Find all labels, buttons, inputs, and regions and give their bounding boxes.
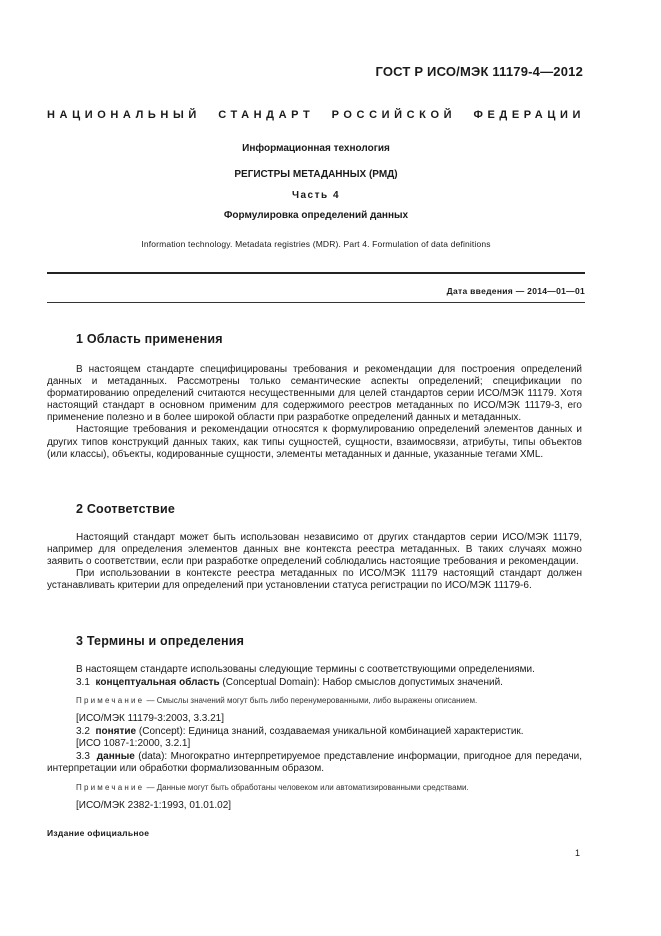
- note-label: Примечание: [76, 783, 145, 792]
- document-code: ГОСТ Р ИСО/МЭК 11179-4—2012: [375, 64, 583, 79]
- term-name: понятие: [95, 726, 137, 737]
- term-definition: (Conceptual Domain): Набор смыслов допустимых значений.: [219, 677, 503, 688]
- term-number: 3.1: [76, 677, 90, 688]
- section-2-heading: 2 Соответствие: [76, 502, 175, 516]
- term-name: данные: [96, 751, 135, 762]
- term-3-2: [76, 726, 524, 737]
- reference-1: [ИСО/МЭК 11179-3:2003, 3.3.21]: [76, 713, 225, 724]
- term-3-3: [47, 751, 582, 775]
- note-label: Примечание: [76, 696, 145, 705]
- note-text: — Смыслы значений могут быть либо перенумерованными, либо выражены описанием.: [144, 696, 478, 705]
- banner-word: СТАНДАРТ: [218, 109, 315, 121]
- banner-word: РОССИЙСКОЙ: [331, 109, 457, 121]
- national-standard-banner: [47, 109, 585, 121]
- thick-divider: [47, 272, 585, 274]
- subtitle: Формулировка определений данных: [223, 210, 409, 221]
- reference-2: [ИСО 1087-1:2000, 3.2.1]: [76, 738, 191, 749]
- intro-date: Дата введения — 2014—01—01: [446, 286, 585, 296]
- term-3-1: [76, 677, 503, 688]
- edition-label: Издание официальное: [47, 828, 150, 838]
- english-title: Information technology. Metadata registries (MDR). Part 4. Formulation of data definitions: [141, 239, 491, 249]
- term-definition: (Concept): Единица знаний, создаваемая уникальной комбинацией характеристик.: [136, 726, 524, 737]
- note-2: [76, 783, 469, 792]
- term-number: 3.3: [76, 751, 90, 762]
- part-label: Часть 4: [291, 190, 341, 201]
- term-name: концептуальная область: [95, 677, 220, 688]
- title-line-2: РЕГИСТРЫ МЕТАДАННЫХ (РМД): [234, 169, 398, 180]
- terms-intro: В настоящем стандарте использованы следующие термины с соответствующими определениями.: [76, 664, 535, 675]
- section-3-heading: 3 Термины и определения: [76, 634, 245, 648]
- note-text: — Данные могут быть обработаны человеком или автоматизированными средствами.: [144, 783, 469, 792]
- paragraph: В настоящем стандарте специфицированы требования и рекомендации для построения определений данных и метаданных. Рассмотрены только семантические аспекты определений; спецификации по форматированию определений считаются несущественными для целей стандартов серии ИСО/МЭК 11179. Хотя настоящий стандарт в основном применим для содержимого реестров метаданных по ИСО/МЭК 11179-3, его применение полезно и в более широкой области при разработке определений данных и метаданных.: [47, 364, 582, 424]
- section-2-body: [47, 532, 582, 592]
- reference-3: [ИСО/МЭК 2382-1:1993, 01.01.02]: [76, 800, 232, 811]
- section-1-heading: 1 Область применения: [76, 332, 223, 346]
- term-definition: (data): Многократно интерпретируемое представление информации, пригодное для передачи, интерпретации или обработки формализованным образом.: [47, 751, 582, 775]
- term-3-3-text: [47, 751, 582, 775]
- note-1: [76, 696, 477, 705]
- title-line-1: Информационная технология: [242, 143, 390, 154]
- paragraph: При использовании в контексте реестра метаданных по ИСО/МЭК 11179 настоящий стандарт должен устанавливать критерии для определений при установлении статуса регистрации по ИСО/МЭК 11179-6.: [47, 568, 582, 592]
- paragraph: Настоящие требования и рекомендации относятся к формулированию определений элементов данных и других типов конструкций данных таких, как типы сущностей, сущности, взаимосвязи, атрибуты, типы объектов (или классы), объекты, кодированные сущности, элементы метаданных и данные, указанные тегами XML.: [47, 424, 582, 460]
- term-number: 3.2: [76, 726, 90, 737]
- banner-word: ФЕДЕРАЦИИ: [473, 109, 585, 121]
- page-number: 1: [575, 848, 581, 858]
- paragraph: Настоящий стандарт может быть использован независимо от других стандартов серии ИСО/МЭК 11179, например для определения элементов данных вне контекста реестра метаданных. В таких случаях можно заявить о соответствии, если при разработке определений соблюдались настоящие требования и рекомендации.: [47, 532, 582, 568]
- thin-divider: [47, 302, 585, 303]
- section-1-body: [47, 364, 582, 461]
- banner-word: НАЦИОНАЛЬНЫЙ: [47, 109, 201, 121]
